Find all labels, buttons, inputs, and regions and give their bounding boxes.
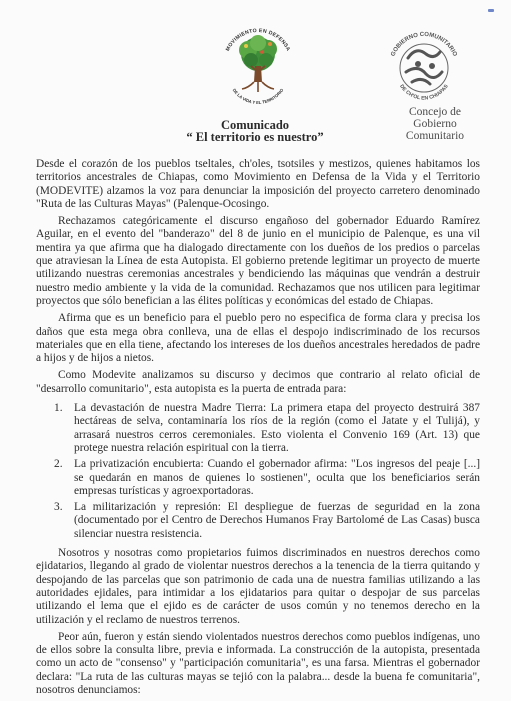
paragraph: Nosotros y nosotras como propietarios fuimos discriminados en nuestros derechos como ejidatarios, llegando al grado de violentar nuestros derechos a la tenencia de la tierra quitando y despojando de las parcelas que son patrimonio de cada una de nuestra familias utilizando a las autoridades ejidales, para intimidar a los ejidatarios para quitar o despojar de sus parcelas utilizando el lema que el ejido es de carácter de usos común y no tenemos derecho en la utilización y el reclamo de nuestros terrenos.: [36, 547, 480, 626]
svg-text:MOVIMIENTO EN DEFENSA: MOVIMIENTO EN DEFENSA: [224, 27, 292, 53]
paragraph: Como Modevite analizamos su discurso y decimos que contrario al relato oficial de "desarrollo comunitario", esta autopista es la puerta de entrada para:: [36, 369, 480, 395]
seal-caption-line: Gobierno: [413, 118, 457, 130]
paragraph: Rechazamos categóricamente el discurso engañoso del gobernador Eduardo Ramírez Aguilar, en el evento del "banderazo" del 8 de junio en el municipio de Palenque, es una vil mentira ya que afirma que ha dialogado directamente con los dueños de los predios o parcelas que atraviesan la Línea de esta Autopista. El gobierno pretende legitimar un proyecto de muerte utilizando nuestras ceremonias ancestrales y bendiciendo las máquinas que vendrán a destruir nuestro medio ambiente y la vida de la comunidad. Rechazamos que nos utilicen para legitimar proyectos que sólo benefician a las élites políticas y económicas del estado de Chiapas.: [36, 215, 480, 307]
list-number: 2.: [54, 458, 63, 471]
corner-mark: [488, 9, 494, 12]
gobierno-comunitario-logo: [382, 24, 466, 104]
svg-text:DE CH'OL EN CHIAPAS: DE CH'OL EN CHIAPAS: [398, 83, 450, 102]
grievance-list: [36, 402, 480, 541]
seal-caption-line: Comunitario: [405, 130, 465, 142]
modevite-logo: [218, 22, 298, 108]
list-item: [36, 501, 480, 541]
paragraph: Afirma que es un beneficio para el pueblo pero no especifica de forma clara y precisa los daños que esta mega obra conlleva, una de ellas el despojo indiscriminado de los recursos materiales que en ella tiene, afectando los intereses de los dueños ancestrales heredados de padre a hijos y de hijos a nietos.: [36, 312, 480, 365]
document-body: [36, 152, 480, 701]
list-text: La militarización y represión: El despliegue de fuerzas de seguridad en la zona (documentado por el Centro de Derechos Humanos Fray Bartolomé de Las Casas) busca silenciar nuestra resistencia.: [74, 501, 480, 540]
list-text: La devastación de nuestra Madre Tierra: La primera etapa del proyecto destruirá 387 hectáreas de selva, contaminaría los ríos de la región (como el Jatate y el Tulijá), y arrasará nuestros cerros ceremoniales. Esto violenta el Convenio 169 (Art. 13) que protege nuestra relación espiritual con la tierra.: [74, 402, 480, 454]
seal-caption: [399, 106, 471, 142]
svg-text:DE LA VIDA Y EL TERRITORIO: DE LA VIDA Y EL TERRITORIO: [231, 87, 285, 106]
paragraph: Desde el corazón de los pueblos tseltales, ch'oles, tsotsiles y mestizos, quienes habitamos los territorios ancestrales de Chiapas, como Movimiento en Defensa de la Vida y el Territorio (MODEVITE) alzamos la voz para denunciar la imposición del proyecto carretero denominado "Ruta de las Culturas Mayas" (Palenque-Ocosingo.: [36, 158, 480, 210]
list-item: [36, 458, 480, 498]
list-text: La privatización encubierta: Cuando el gobernador afirma: "Los ingresos del peaje [...] se quedarán en manos de quienes lo sostienen", oculta que los beneficiarios serán empresas turísticas y agroexportadoras.: [74, 458, 480, 497]
list-number: 1.: [54, 402, 63, 415]
seal-caption-line: Concejo de: [408, 106, 462, 118]
document-label: Comunicado: [220, 118, 290, 132]
list-item: [36, 402, 480, 455]
document-title: “ El territorio es nuestro”: [186, 130, 324, 144]
svg-text:GOBIERNO COMUNITARIO: GOBIERNO COMUNITARIO: [390, 31, 458, 58]
list-number: 3.: [54, 501, 63, 514]
paragraph: Peor aún, fueron y están siendo violentados nuestros derechos como pueblos indígenas, uno de ellos sobre la consulta libre, previa e informada. La construcción de la autopista, presentada como un acto de "consenso" y "participación comunitaria", es una farsa. Mientras el gobernador declara: "La ruta de las culturas mayas se tejió con la palabra... desde la buena fe comunitaria", nosotros denunciamos:: [36, 630, 480, 696]
